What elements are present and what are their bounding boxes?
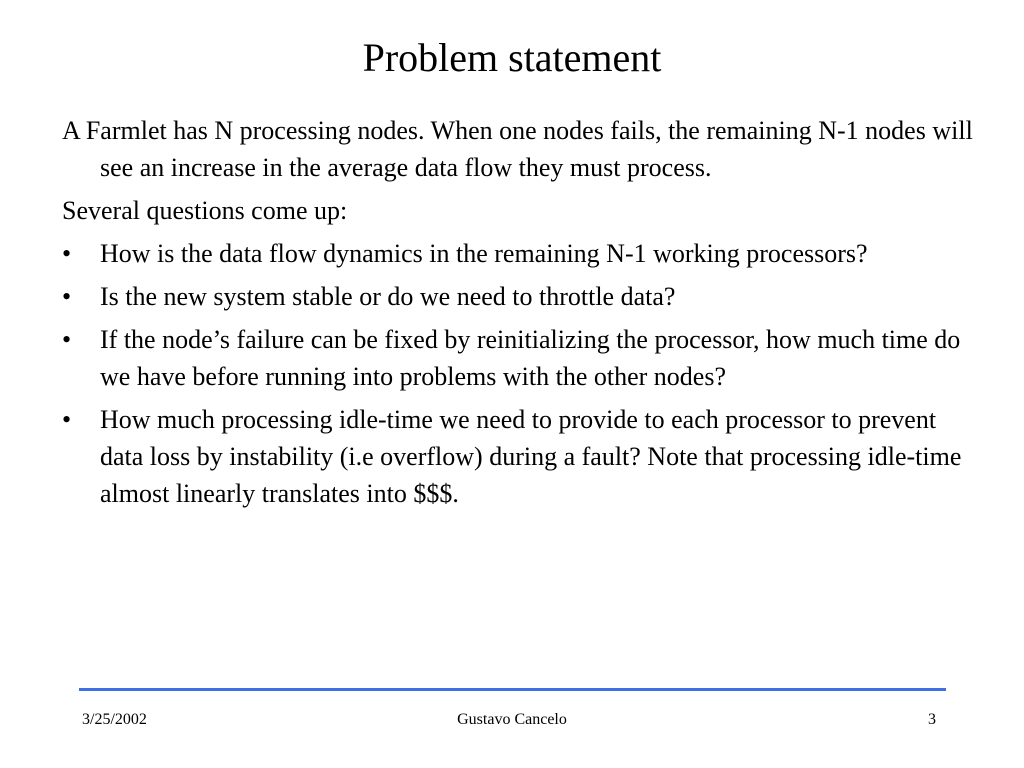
slide-title: Problem statement	[362, 35, 662, 80]
footer-page-number: 3	[928, 711, 936, 728]
bullet-text: How much processing idle-time we need to provide to each processor to prevent data loss by instability (i.e overflow) during a fault? Note that processing idle-time almost linearly translates into $$$.	[100, 405, 962, 508]
bullet-item	[62, 235, 982, 272]
slide-body	[62, 112, 982, 518]
bullet-dot-icon: •	[62, 239, 72, 268]
bullet-dot-icon: •	[62, 282, 72, 311]
footer-author: Gustavo Cancelo	[457, 711, 567, 728]
bullet-item	[62, 278, 982, 315]
footer-divider	[79, 688, 946, 691]
paragraph-intro: A Farmlet has N processing nodes. When one nodes fails, the remaining N-1 nodes will see an increase in the average data flow they must process.	[62, 116, 973, 182]
bullet-text: Is the new system stable or do we need to throttle data?	[100, 282, 676, 311]
bullet-item	[62, 401, 982, 512]
bullet-text: How is the data flow dynamics in the remaining N-1 working processors?	[100, 239, 868, 268]
bullet-dot-icon: •	[62, 405, 72, 434]
bullet-dot-icon: •	[62, 325, 72, 354]
footer-date: 3/25/2002	[82, 711, 147, 728]
bullet-text: If the node’s failure can be fixed by reinitializing the processor, how much time do we have before running into problems with the other nodes?	[100, 325, 961, 391]
paragraph-questions-lead: Several questions come up:	[62, 196, 348, 225]
bullet-item	[62, 321, 982, 395]
